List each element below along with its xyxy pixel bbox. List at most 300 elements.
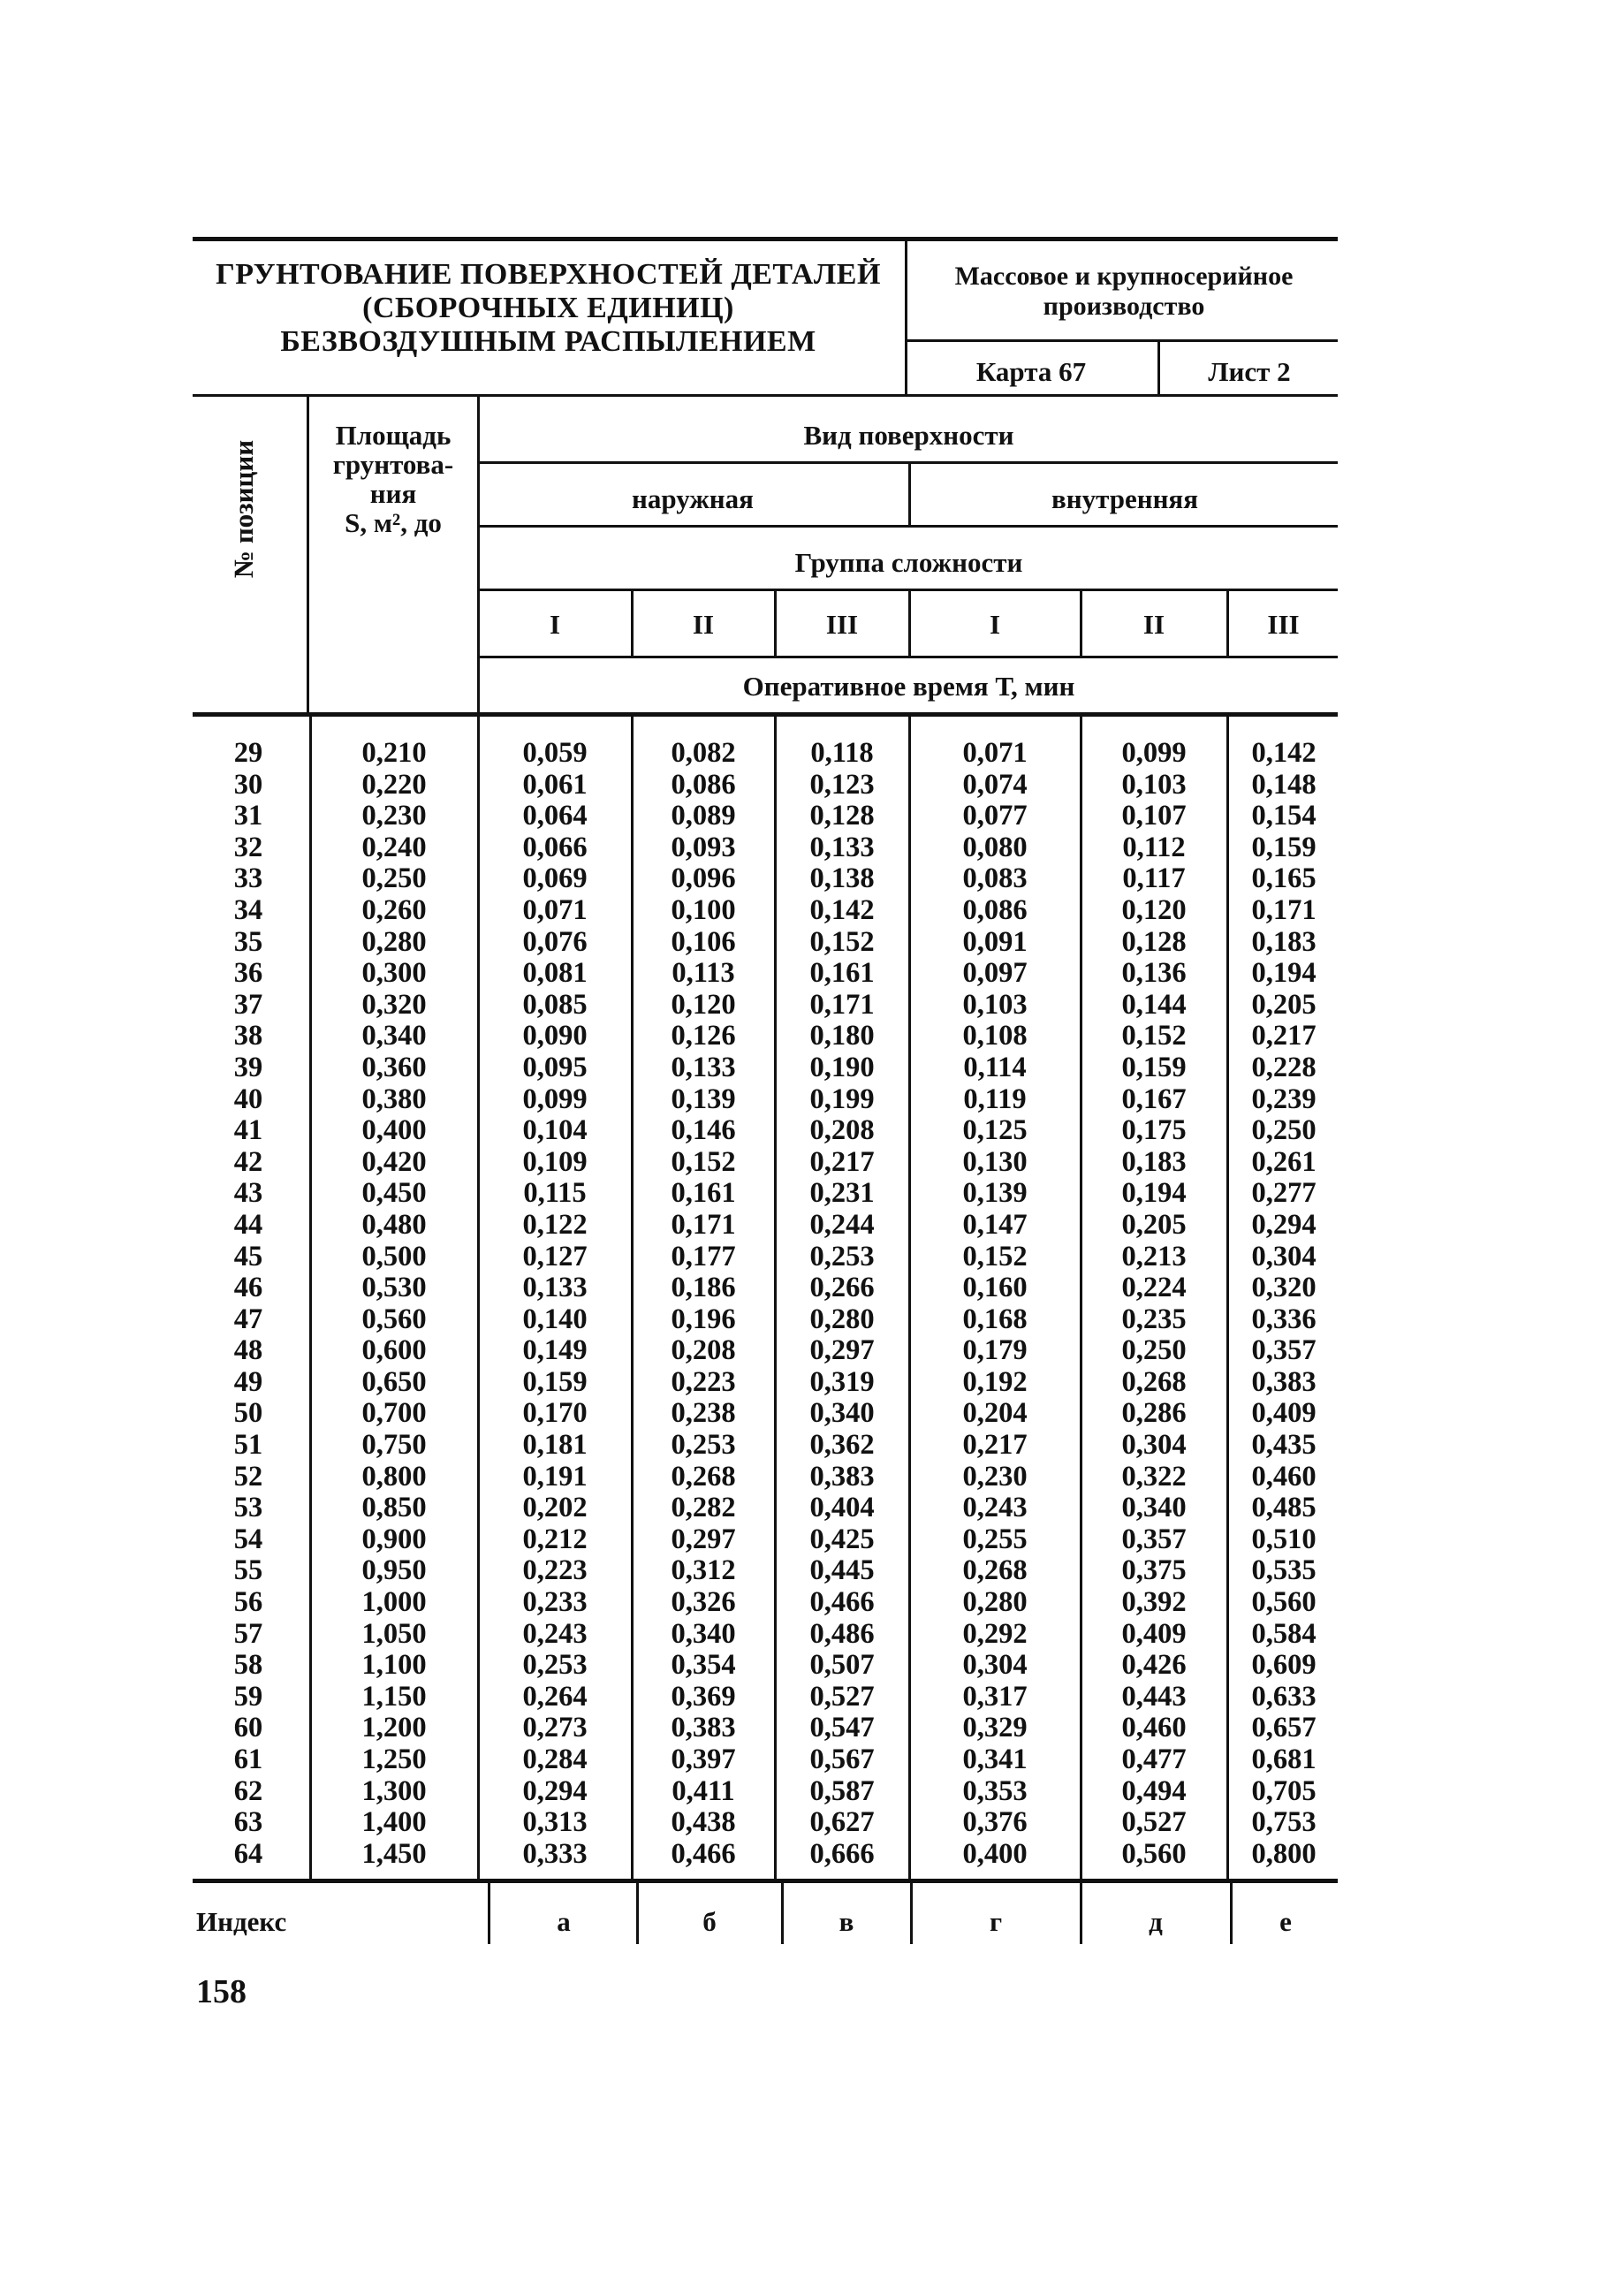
cell-inner-iii: 0,154 bbox=[1251, 800, 1317, 832]
cell-areas: 0,650 bbox=[361, 1365, 427, 1398]
cell-areas: 0,230 bbox=[361, 800, 427, 832]
cell-inner-ii: 0,494 bbox=[1121, 1774, 1187, 1807]
cell-outer-i: 0,273 bbox=[522, 1712, 588, 1744]
cell-inner-ii: 0,322 bbox=[1121, 1460, 1187, 1493]
cell-inner-i: 0,091 bbox=[962, 925, 1028, 958]
cell-inner-i: 0,147 bbox=[962, 1208, 1028, 1241]
cell-inner-i: 0,268 bbox=[962, 1554, 1028, 1587]
cell-positions: 54 bbox=[233, 1523, 263, 1555]
column-areas bbox=[315, 738, 474, 1870]
index-b: б bbox=[702, 1906, 717, 1937]
cell-inner-i: 0,108 bbox=[962, 1020, 1028, 1052]
inner-surface-header: внутренняя bbox=[1051, 483, 1198, 514]
cell-inner-i: 0,280 bbox=[962, 1586, 1028, 1619]
cell-outer-iii: 0,138 bbox=[809, 862, 875, 895]
cell-areas: 0,750 bbox=[361, 1429, 427, 1462]
cell-outer-iii: 0,118 bbox=[810, 737, 874, 769]
cell-inner-i: 0,230 bbox=[962, 1460, 1028, 1493]
cell-inner-i: 0,074 bbox=[962, 768, 1028, 801]
cell-inner-i: 0,086 bbox=[962, 893, 1028, 926]
cell-outer-ii: 0,082 bbox=[671, 737, 736, 769]
cell-outer-iii: 0,466 bbox=[809, 1586, 875, 1619]
cell-inner-iii: 0,228 bbox=[1251, 1051, 1317, 1083]
cell-outer-i: 0,140 bbox=[522, 1303, 588, 1335]
cell-outer-i: 0,061 bbox=[522, 768, 588, 801]
groups-rule bbox=[477, 656, 1338, 658]
cell-inner-iii: 0,383 bbox=[1251, 1365, 1317, 1398]
cell-areas: 1,150 bbox=[361, 1680, 427, 1713]
cell-inner-i: 0,192 bbox=[962, 1365, 1028, 1398]
cell-inner-iii: 0,159 bbox=[1251, 831, 1317, 863]
cell-outer-iii: 0,547 bbox=[809, 1712, 875, 1744]
cell-positions: 59 bbox=[233, 1680, 263, 1713]
cell-outer-i: 0,170 bbox=[522, 1397, 588, 1430]
cell-outer-iii: 0,142 bbox=[809, 893, 875, 926]
cell-areas: 0,300 bbox=[361, 957, 427, 990]
cell-outer-ii: 0,161 bbox=[671, 1177, 736, 1210]
cell-outer-iii: 0,128 bbox=[809, 800, 875, 832]
cell-positions: 41 bbox=[233, 1114, 263, 1147]
card-rule bbox=[905, 339, 1338, 342]
group-inner-3: III bbox=[1267, 609, 1300, 640]
cell-outer-ii: 0,096 bbox=[671, 862, 736, 895]
cell-inner-iii: 0,584 bbox=[1251, 1617, 1317, 1650]
cell-inner-iii: 0,304 bbox=[1251, 1240, 1317, 1272]
cell-outer-iii: 0,133 bbox=[809, 831, 875, 863]
cell-inner-ii: 0,268 bbox=[1121, 1365, 1187, 1398]
cell-inner-iii: 0,535 bbox=[1251, 1554, 1317, 1587]
title-block bbox=[193, 258, 904, 359]
cell-outer-iii: 0,567 bbox=[809, 1743, 875, 1775]
cell-outer-i: 0,109 bbox=[522, 1145, 588, 1178]
cell-areas: 0,380 bbox=[361, 1083, 427, 1115]
cell-outer-i: 0,294 bbox=[522, 1774, 588, 1807]
cell-areas: 1,000 bbox=[361, 1586, 427, 1619]
cell-positions: 45 bbox=[233, 1240, 263, 1272]
cell-positions: 35 bbox=[233, 925, 263, 958]
cell-outer-i: 0,333 bbox=[522, 1837, 588, 1870]
cell-outer-iii: 0,123 bbox=[809, 768, 875, 801]
cell-inner-ii: 0,120 bbox=[1121, 893, 1187, 926]
cell-positions: 38 bbox=[233, 1020, 263, 1052]
complexity-rule bbox=[477, 589, 1338, 591]
cell-inner-i: 0,179 bbox=[962, 1334, 1028, 1367]
cell-outer-i: 0,071 bbox=[522, 893, 588, 926]
cell-outer-ii: 0,238 bbox=[671, 1397, 736, 1430]
cell-outer-ii: 0,113 bbox=[672, 957, 735, 990]
cell-inner-ii: 0,205 bbox=[1121, 1208, 1187, 1241]
cell-outer-ii: 0,126 bbox=[671, 1020, 736, 1052]
cell-outer-i: 0,243 bbox=[522, 1617, 588, 1650]
card-number: Карта 67 bbox=[975, 356, 1087, 387]
cell-outer-ii: 0,152 bbox=[671, 1145, 736, 1178]
cell-outer-i: 0,081 bbox=[522, 957, 588, 990]
body-divider-1 bbox=[631, 714, 634, 1882]
cell-areas: 0,600 bbox=[361, 1334, 427, 1367]
cell-inner-iii: 0,510 bbox=[1251, 1523, 1317, 1555]
cell-inner-ii: 0,357 bbox=[1121, 1523, 1187, 1555]
cell-inner-ii: 0,392 bbox=[1121, 1586, 1187, 1619]
cell-positions: 52 bbox=[233, 1460, 263, 1493]
cell-inner-i: 0,119 bbox=[963, 1083, 1027, 1115]
cell-positions: 63 bbox=[233, 1806, 263, 1839]
cell-inner-i: 0,160 bbox=[962, 1272, 1028, 1304]
cell-outer-i: 0,202 bbox=[522, 1492, 588, 1524]
cell-areas: 0,560 bbox=[361, 1303, 427, 1335]
column-inner-group-1 bbox=[912, 738, 1078, 1870]
sheet-number: Лист 2 bbox=[1208, 356, 1291, 387]
cell-outer-ii: 0,253 bbox=[671, 1429, 736, 1462]
cell-outer-i: 0,115 bbox=[523, 1177, 587, 1210]
group-inner-2: II bbox=[1142, 609, 1165, 640]
cell-areas: 0,250 bbox=[361, 862, 427, 895]
cell-outer-ii: 0,139 bbox=[671, 1083, 736, 1115]
cell-inner-iii: 0,217 bbox=[1251, 1020, 1317, 1052]
cell-outer-iii: 0,383 bbox=[809, 1460, 875, 1493]
group-outer-1: I bbox=[549, 609, 561, 640]
cell-outer-ii: 0,093 bbox=[671, 831, 736, 863]
cell-inner-i: 0,243 bbox=[962, 1492, 1028, 1524]
cell-outer-iii: 0,340 bbox=[809, 1397, 875, 1430]
cell-inner-ii: 0,175 bbox=[1121, 1114, 1187, 1147]
cell-outer-iii: 0,190 bbox=[809, 1051, 875, 1083]
cell-inner-ii: 0,340 bbox=[1121, 1492, 1187, 1524]
cell-outer-i: 0,104 bbox=[522, 1114, 588, 1147]
cell-inner-i: 0,130 bbox=[962, 1145, 1028, 1178]
cell-inner-iii: 0,753 bbox=[1251, 1806, 1317, 1839]
cell-inner-ii: 0,224 bbox=[1121, 1272, 1187, 1304]
cell-areas: 0,210 bbox=[361, 737, 427, 769]
cell-inner-iii: 0,165 bbox=[1251, 862, 1317, 895]
operative-time-header: Оперативное время Т, мин bbox=[742, 671, 1075, 702]
cell-positions: 53 bbox=[233, 1492, 263, 1524]
cell-inner-ii: 0,250 bbox=[1121, 1334, 1187, 1367]
cell-inner-ii: 0,443 bbox=[1121, 1680, 1187, 1713]
cell-inner-ii: 0,112 bbox=[1122, 831, 1186, 863]
cell-areas: 0,360 bbox=[361, 1051, 427, 1083]
title-line-2: (СБОРОЧНЫХ ЕДИНИЦ) bbox=[362, 292, 734, 324]
cell-areas: 1,250 bbox=[361, 1743, 427, 1775]
cell-outer-ii: 0,466 bbox=[671, 1837, 736, 1870]
cell-outer-iii: 0,627 bbox=[809, 1806, 875, 1839]
cell-positions: 42 bbox=[233, 1145, 263, 1178]
cell-outer-i: 0,064 bbox=[522, 800, 588, 832]
cell-inner-iii: 0,239 bbox=[1251, 1083, 1317, 1115]
cell-positions: 37 bbox=[233, 988, 263, 1021]
cell-areas: 1,450 bbox=[361, 1837, 427, 1870]
title-line-1: ГРУНТОВАНИЕ ПОВЕРХНОСТЕЙ ДЕТАЛЕЙ bbox=[216, 258, 881, 291]
cell-inner-ii: 0,213 bbox=[1121, 1240, 1187, 1272]
cell-inner-i: 0,097 bbox=[962, 957, 1028, 990]
cell-outer-ii: 0,177 bbox=[671, 1240, 736, 1272]
cell-outer-iii: 0,266 bbox=[809, 1272, 875, 1304]
surface-type-rule bbox=[477, 461, 1338, 464]
cell-positions: 58 bbox=[233, 1649, 263, 1682]
cell-inner-ii: 0,144 bbox=[1121, 988, 1187, 1021]
cell-outer-i: 0,223 bbox=[522, 1554, 588, 1587]
cell-outer-ii: 0,354 bbox=[671, 1649, 736, 1682]
cell-outer-i: 0,066 bbox=[522, 831, 588, 863]
cell-outer-iii: 0,152 bbox=[809, 925, 875, 958]
cell-inner-iii: 0,633 bbox=[1251, 1680, 1317, 1713]
cell-outer-iii: 0,217 bbox=[809, 1145, 875, 1178]
cell-outer-ii: 0,297 bbox=[671, 1523, 736, 1555]
cell-outer-ii: 0,196 bbox=[671, 1303, 736, 1335]
cell-areas: 0,400 bbox=[361, 1114, 427, 1147]
area-header bbox=[311, 421, 475, 537]
card-sheet-divider bbox=[1157, 339, 1160, 394]
cell-positions: 32 bbox=[233, 831, 263, 863]
cell-positions: 55 bbox=[233, 1554, 263, 1587]
cell-inner-iii: 0,336 bbox=[1251, 1303, 1317, 1335]
cell-outer-ii: 0,312 bbox=[671, 1554, 736, 1587]
cell-inner-ii: 0,460 bbox=[1121, 1712, 1187, 1744]
area-header-line-2: грунтова- bbox=[332, 449, 454, 480]
cell-outer-iii: 0,161 bbox=[809, 957, 875, 990]
cell-inner-iii: 0,171 bbox=[1251, 893, 1317, 926]
cell-outer-i: 0,099 bbox=[522, 1083, 588, 1115]
cell-positions: 31 bbox=[233, 800, 263, 832]
cell-areas: 0,800 bbox=[361, 1460, 427, 1493]
cell-outer-iii: 0,445 bbox=[809, 1554, 875, 1587]
cell-areas: 0,850 bbox=[361, 1492, 427, 1524]
cell-inner-ii: 0,136 bbox=[1121, 957, 1187, 990]
cell-inner-iii: 0,657 bbox=[1251, 1712, 1317, 1744]
cell-inner-iii: 0,277 bbox=[1251, 1177, 1317, 1210]
cell-inner-ii: 0,409 bbox=[1121, 1617, 1187, 1650]
area-header-line-1: Площадь bbox=[335, 420, 452, 451]
cell-outer-i: 0,233 bbox=[522, 1586, 588, 1619]
index-v: в bbox=[839, 1906, 854, 1937]
cell-inner-ii: 0,426 bbox=[1121, 1649, 1187, 1682]
cell-positions: 47 bbox=[233, 1303, 263, 1335]
cell-outer-iii: 0,486 bbox=[809, 1617, 875, 1650]
cell-areas: 0,950 bbox=[361, 1554, 427, 1587]
index-divider-2 bbox=[636, 1882, 639, 1944]
cell-inner-iii: 0,148 bbox=[1251, 768, 1317, 801]
column-inner-group-3 bbox=[1230, 738, 1338, 1870]
cell-inner-ii: 0,107 bbox=[1121, 800, 1187, 832]
index-label: Индекс bbox=[196, 1906, 287, 1937]
cell-inner-iii: 0,205 bbox=[1251, 988, 1317, 1021]
cell-inner-i: 0,292 bbox=[962, 1617, 1028, 1650]
cell-outer-i: 0,253 bbox=[522, 1649, 588, 1682]
cell-outer-i: 0,076 bbox=[522, 925, 588, 958]
cell-inner-iii: 0,460 bbox=[1251, 1460, 1317, 1493]
cell-inner-i: 0,217 bbox=[962, 1429, 1028, 1462]
cell-outer-iii: 0,527 bbox=[809, 1680, 875, 1713]
body-bottom-rule bbox=[193, 1879, 1338, 1883]
cell-inner-ii: 0,152 bbox=[1121, 1020, 1187, 1052]
body-divider-position bbox=[309, 714, 312, 1882]
cell-inner-iii: 0,485 bbox=[1251, 1492, 1317, 1524]
cell-inner-i: 0,353 bbox=[962, 1774, 1028, 1807]
cell-inner-i: 0,083 bbox=[962, 862, 1028, 895]
cell-inner-iii: 0,705 bbox=[1251, 1774, 1317, 1807]
cell-outer-i: 0,133 bbox=[522, 1272, 588, 1304]
cell-areas: 1,200 bbox=[361, 1712, 427, 1744]
outer-inner-divider bbox=[908, 461, 911, 525]
cell-inner-ii: 0,477 bbox=[1121, 1743, 1187, 1775]
cell-inner-i: 0,152 bbox=[962, 1240, 1028, 1272]
cell-inner-i: 0,255 bbox=[962, 1523, 1028, 1555]
cell-outer-iii: 0,319 bbox=[809, 1365, 875, 1398]
area-header-line-3: ния bbox=[369, 478, 417, 509]
cell-inner-i: 0,139 bbox=[962, 1177, 1028, 1210]
cell-outer-i: 0,122 bbox=[522, 1208, 588, 1241]
cell-positions: 64 bbox=[233, 1837, 263, 1870]
cell-outer-i: 0,284 bbox=[522, 1743, 588, 1775]
cell-inner-iii: 0,409 bbox=[1251, 1397, 1317, 1430]
cell-positions: 60 bbox=[233, 1712, 263, 1744]
cell-positions: 50 bbox=[233, 1397, 263, 1430]
cell-outer-iii: 0,171 bbox=[809, 988, 875, 1021]
cell-outer-i: 0,069 bbox=[522, 862, 588, 895]
index-divider-5 bbox=[1080, 1882, 1082, 1944]
cell-inner-ii: 0,103 bbox=[1121, 768, 1187, 801]
cell-outer-iii: 0,666 bbox=[809, 1837, 875, 1870]
cell-positions: 40 bbox=[233, 1083, 263, 1115]
cell-areas: 0,500 bbox=[361, 1240, 427, 1272]
cell-outer-ii: 0,106 bbox=[671, 925, 736, 958]
cell-inner-ii: 0,304 bbox=[1121, 1429, 1187, 1462]
cell-inner-iii: 0,800 bbox=[1251, 1837, 1317, 1870]
index-divider-3 bbox=[781, 1882, 784, 1944]
cell-inner-i: 0,168 bbox=[962, 1303, 1028, 1335]
cell-inner-iii: 0,681 bbox=[1251, 1743, 1317, 1775]
cell-outer-iii: 0,280 bbox=[809, 1303, 875, 1335]
cell-inner-ii: 0,128 bbox=[1121, 925, 1187, 958]
cell-inner-ii: 0,183 bbox=[1121, 1145, 1187, 1178]
body-divider-3 bbox=[908, 714, 911, 1882]
position-header: № позиции bbox=[228, 439, 259, 579]
cell-outer-ii: 0,208 bbox=[671, 1334, 736, 1367]
cell-areas: 0,480 bbox=[361, 1208, 427, 1241]
column-outer-group-2 bbox=[634, 738, 772, 1870]
cell-outer-iii: 0,253 bbox=[809, 1240, 875, 1272]
column-inner-group-2 bbox=[1083, 738, 1225, 1870]
cell-outer-iii: 0,507 bbox=[809, 1649, 875, 1682]
cell-outer-iii: 0,587 bbox=[809, 1774, 875, 1807]
cell-positions: 33 bbox=[233, 862, 263, 895]
cell-areas: 1,300 bbox=[361, 1774, 427, 1807]
cell-outer-iii: 0,199 bbox=[809, 1083, 875, 1115]
cell-inner-iii: 0,261 bbox=[1251, 1145, 1317, 1178]
cell-outer-i: 0,191 bbox=[522, 1460, 588, 1493]
cell-inner-i: 0,341 bbox=[962, 1743, 1028, 1775]
index-divider-1 bbox=[488, 1882, 490, 1944]
cell-outer-i: 0,212 bbox=[522, 1523, 588, 1555]
cell-outer-i: 0,085 bbox=[522, 988, 588, 1021]
cell-inner-ii: 0,286 bbox=[1121, 1397, 1187, 1430]
cell-outer-iii: 0,297 bbox=[809, 1334, 875, 1367]
cell-inner-i: 0,103 bbox=[962, 988, 1028, 1021]
surface-type-header: Вид поверхности bbox=[803, 420, 1014, 451]
cell-positions: 61 bbox=[233, 1743, 263, 1775]
body-divider-area bbox=[477, 714, 480, 1882]
group-inner-1: I bbox=[989, 609, 1001, 640]
cell-inner-iii: 0,183 bbox=[1251, 925, 1317, 958]
cell-inner-i: 0,077 bbox=[962, 800, 1028, 832]
column-outer-group-3 bbox=[778, 738, 907, 1870]
cell-inner-iii: 0,250 bbox=[1251, 1114, 1317, 1147]
cell-outer-iii: 0,180 bbox=[809, 1020, 875, 1052]
cell-inner-iii: 0,142 bbox=[1251, 737, 1317, 769]
cell-areas: 1,100 bbox=[361, 1649, 427, 1682]
cell-outer-ii: 0,268 bbox=[671, 1460, 736, 1493]
cell-outer-ii: 0,438 bbox=[671, 1806, 736, 1839]
cell-inner-ii: 0,117 bbox=[1122, 862, 1186, 895]
index-divider-6 bbox=[1230, 1882, 1233, 1944]
cell-inner-i: 0,317 bbox=[962, 1680, 1028, 1713]
cell-inner-iii: 0,194 bbox=[1251, 957, 1317, 990]
cell-inner-i: 0,071 bbox=[962, 737, 1028, 769]
cell-inner-i: 0,329 bbox=[962, 1712, 1028, 1744]
surface-rule bbox=[477, 525, 1338, 528]
cell-inner-ii: 0,527 bbox=[1121, 1806, 1187, 1839]
column-positions bbox=[200, 738, 297, 1870]
cell-positions: 39 bbox=[233, 1051, 263, 1083]
cell-outer-i: 0,149 bbox=[522, 1334, 588, 1367]
production-type bbox=[910, 262, 1338, 322]
cell-outer-ii: 0,282 bbox=[671, 1492, 736, 1524]
body-divider-5 bbox=[1226, 714, 1229, 1882]
cell-outer-i: 0,181 bbox=[522, 1429, 588, 1462]
cell-inner-i: 0,080 bbox=[962, 831, 1028, 863]
cell-inner-i: 0,114 bbox=[963, 1051, 1027, 1083]
cell-inner-i: 0,125 bbox=[962, 1114, 1028, 1147]
cell-outer-ii: 0,397 bbox=[671, 1743, 736, 1775]
cell-outer-i: 0,127 bbox=[522, 1240, 588, 1272]
cell-outer-iii: 0,231 bbox=[809, 1177, 875, 1210]
cell-outer-ii: 0,171 bbox=[671, 1208, 736, 1241]
cell-outer-ii: 0,223 bbox=[671, 1365, 736, 1398]
cell-inner-i: 0,376 bbox=[962, 1806, 1028, 1839]
cell-outer-ii: 0,086 bbox=[671, 768, 736, 801]
cell-areas: 0,240 bbox=[361, 831, 427, 863]
cell-areas: 0,260 bbox=[361, 893, 427, 926]
complexity-group-header: Группа сложности bbox=[794, 547, 1023, 578]
column-outer-group-1 bbox=[482, 738, 628, 1870]
cell-inner-ii: 0,194 bbox=[1121, 1177, 1187, 1210]
cell-areas: 0,340 bbox=[361, 1020, 427, 1052]
cell-outer-ii: 0,411 bbox=[672, 1774, 735, 1807]
page-number: 158 bbox=[196, 1973, 247, 2010]
cell-areas: 1,400 bbox=[361, 1806, 427, 1839]
cell-outer-iii: 0,362 bbox=[809, 1429, 875, 1462]
cell-outer-i: 0,159 bbox=[522, 1365, 588, 1398]
cell-areas: 0,420 bbox=[361, 1145, 427, 1178]
cell-outer-i: 0,059 bbox=[522, 737, 588, 769]
cell-outer-iii: 0,425 bbox=[809, 1523, 875, 1555]
cell-positions: 44 bbox=[233, 1208, 263, 1241]
cell-inner-iii: 0,294 bbox=[1251, 1208, 1317, 1241]
cell-positions: 51 bbox=[233, 1429, 263, 1462]
cell-outer-ii: 0,383 bbox=[671, 1712, 736, 1744]
cell-outer-ii: 0,186 bbox=[671, 1272, 736, 1304]
area-header-line-4: S, м², до bbox=[345, 507, 442, 538]
cell-positions: 30 bbox=[233, 768, 263, 801]
cell-outer-i: 0,095 bbox=[522, 1051, 588, 1083]
cell-outer-iii: 0,404 bbox=[809, 1492, 875, 1524]
cell-outer-ii: 0,326 bbox=[671, 1586, 736, 1619]
cell-outer-ii: 0,120 bbox=[671, 988, 736, 1021]
cell-inner-iii: 0,357 bbox=[1251, 1334, 1317, 1367]
cell-positions: 48 bbox=[233, 1334, 263, 1367]
cell-areas: 0,530 bbox=[361, 1272, 427, 1304]
cell-positions: 34 bbox=[233, 893, 263, 926]
cell-inner-i: 0,400 bbox=[962, 1837, 1028, 1870]
